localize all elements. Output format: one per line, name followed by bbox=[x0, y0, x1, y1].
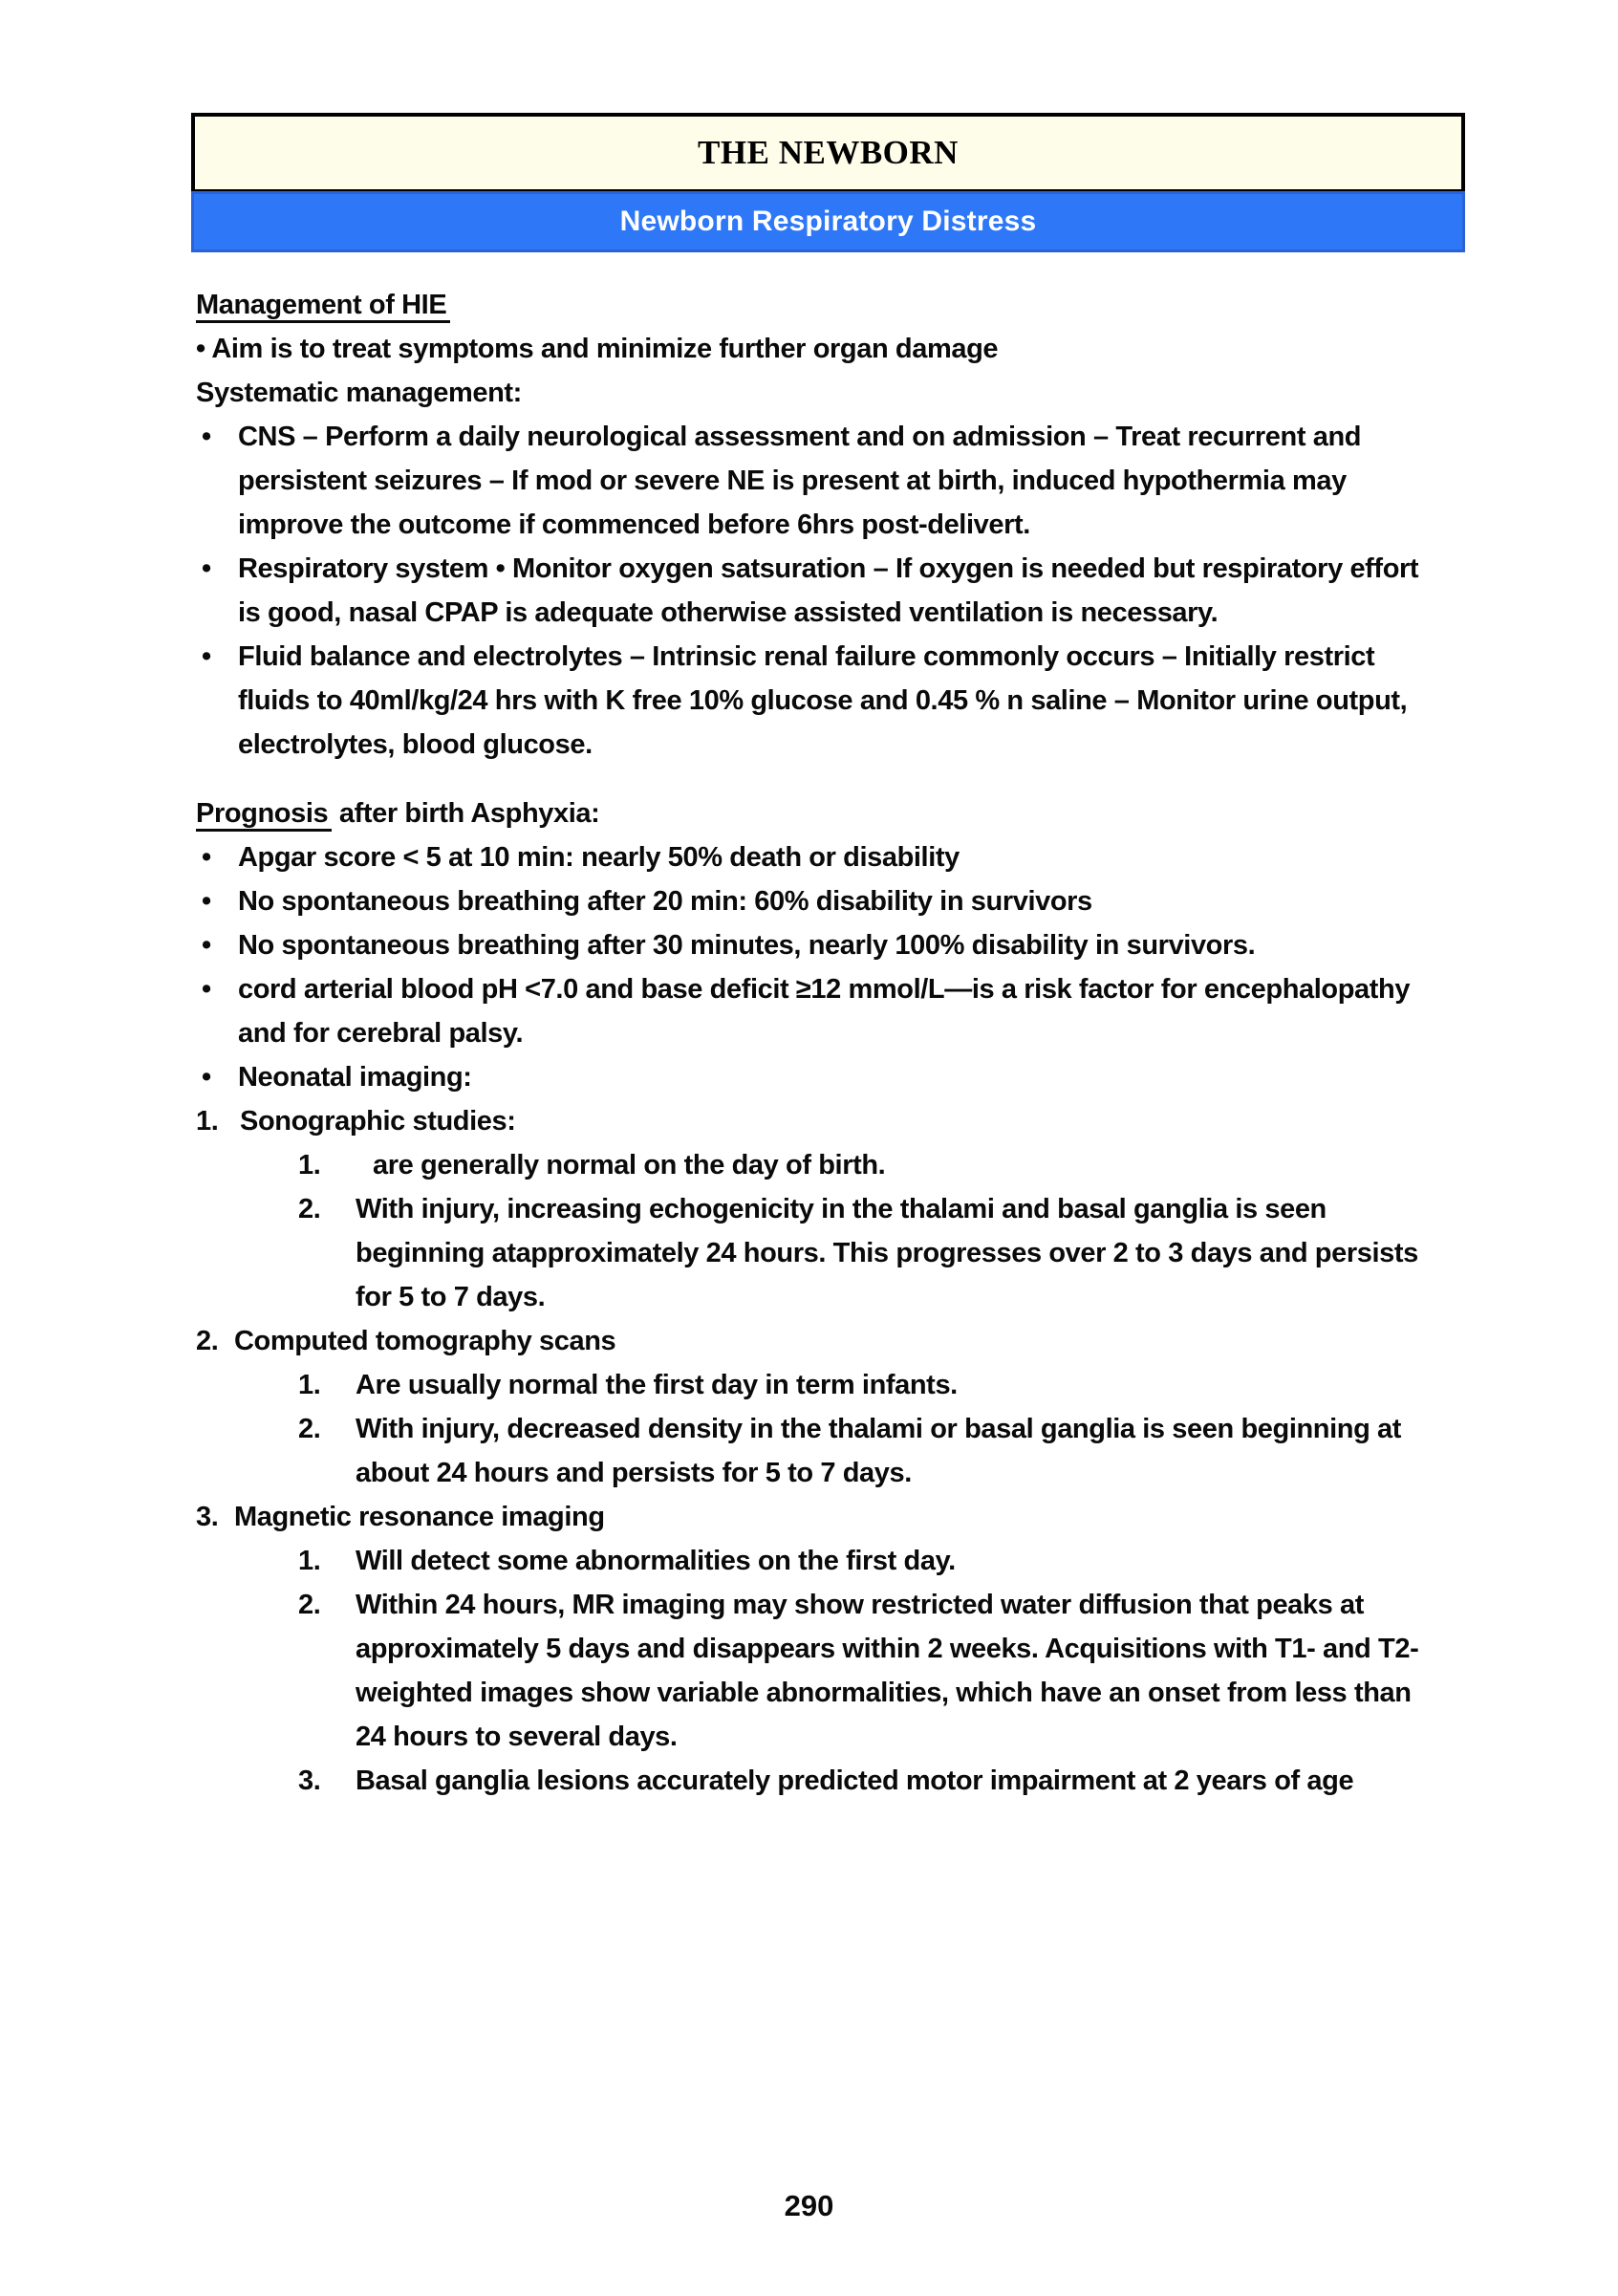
numbered-item-sonographic bbox=[196, 1099, 1431, 1143]
bullet-text: Fluid balance and electrolytes – Intrinsic renal failure commonly occurs – Initially restrict fluids to 40ml/kg/24 hrs with K free 10% glucose and 0.45 % n saline – Monitor urine output, electrolytes, blood glucose. bbox=[238, 641, 1408, 760]
number-marker: 2. bbox=[298, 1414, 321, 1444]
bullet-text: cord arterial blood pH <7.0 and base deficit ≥12 mmol/L—is a risk factor for encephalopathy and for cerebral palsy. bbox=[238, 974, 1411, 1049]
bullet-marker: • bbox=[202, 553, 211, 584]
heading-bold-text: Prognosis bbox=[196, 798, 332, 832]
bullet-item-cns bbox=[196, 415, 1431, 547]
number-marker: 2. bbox=[298, 1194, 321, 1224]
sub-numbered-item bbox=[196, 1187, 1431, 1319]
heading-prognosis bbox=[196, 791, 1431, 835]
section-title: Newborn Respiratory Distress bbox=[619, 206, 1037, 237]
bullet-item-neonatal-imaging bbox=[196, 1055, 1431, 1099]
paragraph-aim bbox=[196, 327, 1431, 371]
chapter-title-bar bbox=[191, 113, 1465, 191]
number-marker: 3. bbox=[196, 1502, 219, 1532]
paragraph-text: Systematic management: bbox=[196, 378, 522, 408]
bullet-item-no-breathing-30 bbox=[196, 923, 1431, 967]
number-marker: 2. bbox=[196, 1326, 219, 1356]
numbered-text: Will detect some abnormalities on the first day. bbox=[356, 1546, 956, 1576]
sub-numbered-item bbox=[196, 1143, 1431, 1187]
bullet-marker: • bbox=[202, 930, 211, 961]
bullet-marker: • bbox=[202, 886, 211, 917]
sub-numbered-item bbox=[196, 1583, 1431, 1759]
bullet-marker: • bbox=[202, 974, 211, 1005]
body-content bbox=[196, 283, 1431, 1803]
number-marker: 2. bbox=[298, 1590, 321, 1620]
paragraph-text: • Aim is to treat symptoms and minimize further organ damage bbox=[196, 334, 999, 364]
bullet-marker: • bbox=[202, 641, 211, 672]
bullet-text: Respiratory system • Monitor oxygen satsuration – If oxygen is needed but respiratory effort is good, nasal CPAP is adequate otherwise assisted ventilation is necessary. bbox=[238, 553, 1419, 628]
bullet-text: No spontaneous breathing after 20 min: 60% disability in survivors bbox=[238, 886, 1092, 917]
chapter-title: THE NEWBORN bbox=[698, 134, 959, 171]
paragraph-systematic-management bbox=[196, 371, 1431, 415]
sub-numbered-item bbox=[196, 1407, 1431, 1495]
heading-rest-text: after birth Asphyxia: bbox=[332, 798, 600, 829]
sub-numbered-item bbox=[196, 1363, 1431, 1407]
heading-management-of-hie bbox=[196, 283, 1431, 327]
numbered-text: With injury, decreased density in the thalami or basal ganglia is seen beginning at about 24 hours and persists for 5 to 7 days. bbox=[356, 1414, 1402, 1488]
numbered-text: Magnetic resonance imaging bbox=[234, 1502, 605, 1532]
bullet-text: Neonatal imaging: bbox=[238, 1062, 472, 1093]
heading-text: Management of HIE bbox=[196, 290, 450, 323]
numbered-text: Computed tomography scans bbox=[234, 1326, 616, 1356]
numbered-item-mri bbox=[196, 1495, 1431, 1539]
bullet-item-apgar bbox=[196, 835, 1431, 879]
number-marker: 3. bbox=[298, 1765, 321, 1796]
numbered-text: Are usually normal the first day in term infants. bbox=[356, 1370, 958, 1400]
bullet-marker: • bbox=[202, 842, 211, 873]
numbered-item-ct-scans bbox=[196, 1319, 1431, 1363]
sub-numbered-item bbox=[196, 1539, 1431, 1583]
page-footer bbox=[0, 2189, 1618, 2223]
bullet-item-respiratory bbox=[196, 547, 1431, 635]
sub-numbered-item-basal-ganglia bbox=[196, 1759, 1431, 1803]
bullet-item-fluid-balance bbox=[196, 635, 1431, 767]
page-number: 290 bbox=[784, 2189, 834, 2222]
bullet-text: No spontaneous breathing after 30 minutes, nearly 100% disability in survivors. bbox=[238, 930, 1256, 961]
number-marker: 1. bbox=[298, 1150, 321, 1180]
numbered-text: Basal ganglia lesions accurately predicted motor impairment at 2 years of age bbox=[356, 1765, 1354, 1796]
numbered-text: Within 24 hours, MR imaging may show restricted water diffusion that peaks at approximately 5 days and disappears within 2 weeks. Acquisitions with T1- and T2-weighted images show variable abnormalities, which have an onset from less than 24 hours to several days. bbox=[356, 1590, 1419, 1752]
header-box bbox=[191, 113, 1465, 252]
number-marker: 1. bbox=[196, 1106, 219, 1137]
numbered-text: With injury, increasing echogenicity in the thalami and basal ganglia is seen beginning atapproximately 24 hours. This progresses over 2 to 3 days and persists for 5 to 7 days. bbox=[356, 1194, 1418, 1312]
bullet-item-no-breathing-20 bbox=[196, 879, 1431, 923]
numbered-text: are generally normal on the day of birth. bbox=[373, 1150, 886, 1180]
bullet-marker: • bbox=[202, 1062, 211, 1093]
bullet-text: CNS – Perform a daily neurological assessment and on admission – Treat recurrent and persistent seizures – If mod or severe NE is present at birth, induced hypothermia may improve the outcome if commenced before 6hrs post-delivert. bbox=[238, 422, 1362, 540]
section-title-bar bbox=[191, 191, 1465, 252]
number-marker: 1. bbox=[298, 1370, 321, 1400]
bullet-text: Apgar score < 5 at 10 min: nearly 50% death or disability bbox=[238, 842, 960, 873]
numbered-text: Sonographic studies: bbox=[240, 1106, 516, 1137]
number-marker: 1. bbox=[298, 1546, 321, 1576]
bullet-item-cord-ph bbox=[196, 967, 1431, 1055]
bullet-marker: • bbox=[202, 422, 211, 452]
